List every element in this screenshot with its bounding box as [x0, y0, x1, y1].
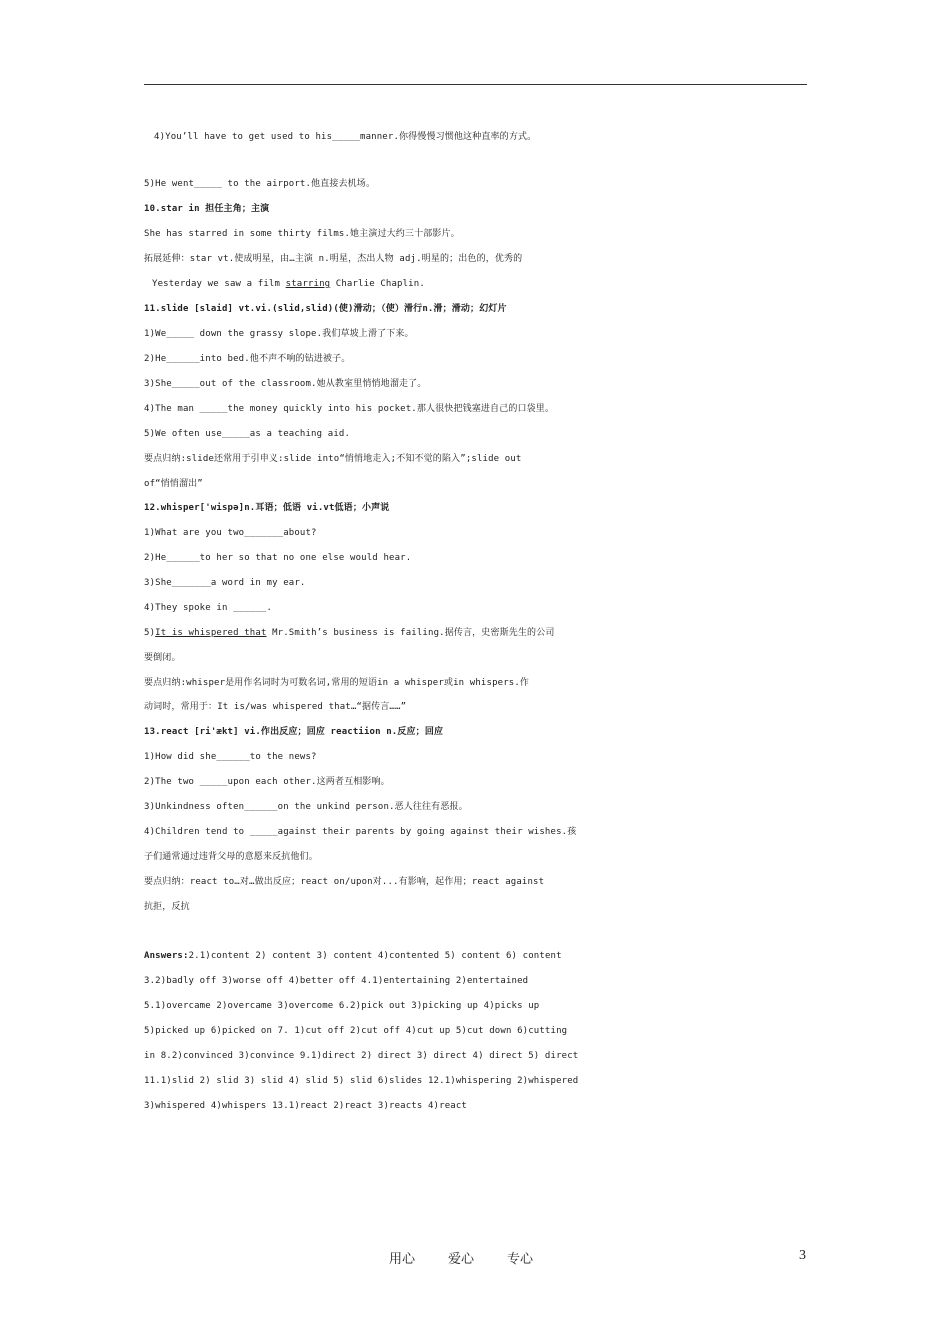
note-line: 动词时，常用于：It is/was whispered that…“据传言……”	[144, 702, 407, 712]
answers-line: Answers:2.1)content 2) content 3) content 4)contented 5) content 6) content	[144, 951, 562, 961]
exercise-line: 3)She_______a word in my ear.	[144, 578, 306, 588]
section-title-star: 10.star in 担任主角；主演	[144, 204, 270, 214]
example-starring: Yesterday we saw a film starring Charlie Chaplin.	[152, 279, 425, 289]
example-line: She has starred in some thirty films.她主演过大约三十部影片。	[144, 229, 460, 239]
answers-line: 3)whispered 4)whispers 13.1)react 2)react 3)reacts 4)react	[144, 1101, 467, 1111]
exercise-line: 4)The man _____the money quickly into his pocket.那人很快把钱塞进自己的口袋里。	[144, 404, 555, 414]
footer-motto-2: 爱心	[448, 1252, 475, 1267]
section-title-slide: 11.slide [slaid] vt.vi.(slid,slid)(使)滑动；（使）滑行n.滑；滑动；幻灯片	[144, 304, 507, 314]
answers-line: 5.1)overcame 2)overcame 3)overcome 6.2)pick out 3)picking up 4)picks up	[144, 1001, 540, 1011]
exercise-line: 3)Unkindness often______on the unkind person.恶人往往有恶报。	[144, 802, 468, 812]
exercise-line: 4)They spoke in ______.	[144, 603, 273, 613]
exercise-line: 4)Children tend to _____against their parents by going against their wishes.孩	[144, 827, 577, 837]
footer-motto-1: 用心	[389, 1252, 416, 1267]
note-line: of“悄悄溜出”	[144, 479, 203, 489]
header-rule	[144, 84, 807, 85]
note-line: 要点归纳:slide还常用于引申义:slide into“悄悄地走入;不知不觉的陷入”;slide out	[144, 454, 522, 464]
exercise-line: 2)He______into bed.他不声不响的钻进被子。	[144, 354, 351, 364]
exercise-line: 5)It is whispered that Mr.Smith’s business is failing.据传言，史密斯先生的公司	[144, 628, 555, 638]
note-line: 要点归纳：react to…对…做出反应；react on/upon对...有影响，起作用；react against	[144, 877, 545, 887]
footer-motto-3: 专心	[507, 1252, 534, 1267]
answers-line: 3.2)badly off 3)worse off 4)better off 4.1)entertaining 2)entertained	[144, 976, 529, 986]
section-title-react: 13.react [ri'ækt] vi.作出反应；回应 reactiion n.反应；回应	[144, 727, 444, 737]
answers-label: Answers:	[144, 951, 189, 961]
exercise-line: 1)How did she______to the news?	[144, 752, 317, 762]
answers-line: 11.1)slid 2) slid 3) slid 4) slid 5) slid 6)slides 12.1)whispering 2)whispered	[144, 1076, 579, 1086]
exercise-line: 5)He went_____ to the airport.他直接去机场。	[144, 179, 376, 189]
section-title-whisper: 12.whisper['wispə]n.耳语；低语 vi.vt低语；小声说	[144, 503, 390, 513]
exercise-line: 2)The two _____upon each other.这两者互相影响。	[144, 777, 390, 787]
extension-line: 拓展延伸：star vt.使成明星，由…主演 n.明星，杰出人物 adj.明星的；出色的，优秀的	[144, 254, 523, 264]
exercise-line: 1)What are you two_______about?	[144, 528, 317, 538]
exercise-line: 5)We often use_____as a teaching aid.	[144, 429, 351, 439]
note-line: 要点归纳:whisper是用作名词时为可数名词,常用的短语in a whisper或in whispers.作	[144, 678, 530, 688]
exercise-line: 1)We_____ down the grassy slope.我们草坡上滑了下来。	[144, 329, 414, 339]
answers-line: 5)picked up 6)picked on 7. 1)cut off 2)cut off 4)cut up 5)cut down 6)cutting	[144, 1026, 568, 1036]
exercise-line: 4)You’ll have to get used to his_____manner.你得慢慢习惯他这种直率的方式。	[154, 132, 537, 142]
note-line: 抗拒，反抗	[144, 902, 190, 912]
answers-line: in 8.2)convinced 3)convince 9.1)direct 2) direct 3) direct 4) direct 5) direct	[144, 1051, 579, 1061]
exercise-line: 2)He______to her so that no one else would hear.	[144, 553, 412, 563]
exercise-line: 要倒闭。	[144, 653, 181, 663]
exercise-line: 子们通常通过违背父母的意愿来反抗他们。	[144, 852, 318, 862]
page-number: 3	[799, 1248, 806, 1263]
exercise-line: 3)She_____out of the classroom.她从教室里悄悄地溜走了。	[144, 379, 427, 389]
